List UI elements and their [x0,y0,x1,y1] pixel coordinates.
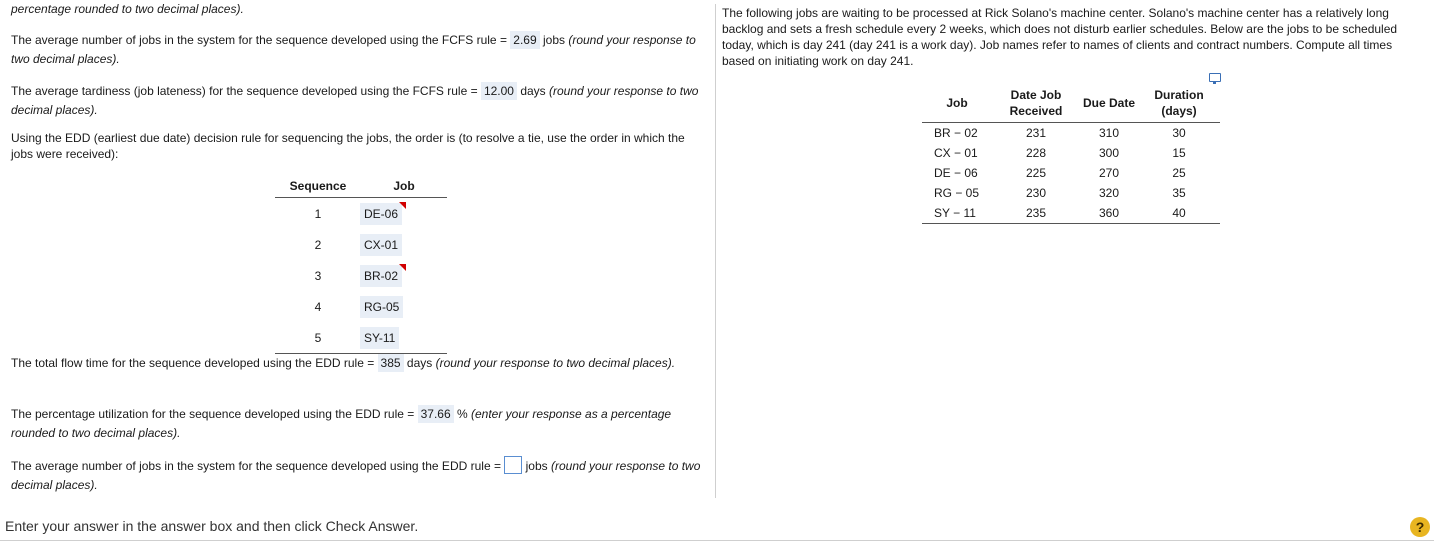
job-name-cell: SY − 11 [922,203,992,224]
job-row [922,183,1220,203]
date-received-cell: 228 [1025,146,1047,160]
instruction-text: Enter your answer in the answer box and then click Check Answer. [5,518,419,534]
due-date-cell: 320 [1098,186,1120,200]
job-row [922,203,1220,224]
jobs-header-received: Date Job Received [992,86,1080,123]
edd-flow-time-question: The total flow time for the sequence developed using the EDD rule = 385 days (round your response to two decimal places). [11,356,676,370]
jobs-header-duration: Duration (days) [1138,86,1220,123]
duration-cell: 40 [1138,203,1220,224]
due-date-cell: 270 [1098,166,1120,180]
edd-avg-jobs-input[interactable] [504,456,522,474]
job-name-cell: DE − 06 [934,166,978,180]
sequence-number: 2 [314,237,322,252]
sequence-job-answer[interactable]: SY-11 [360,327,399,349]
edd-order-question: Using the EDD (earliest due date) decision rule for sequencing the jobs, the order is (to resolve a tie, use the order in which the jobs were received): [11,131,685,161]
date-received-cell: 225 [1025,166,1047,180]
edd-utilization-question: The percentage utilization for the sequence developed using the EDD rule = 37.66 % (enter your response as a percentage rounded to two decimal places). [11,407,672,440]
fcfs-avg-jobs-question: The average number of jobs in the system for the sequence developed using the FCFS rule = 2.69 jobs (round your response to two decimal places). [11,33,696,66]
sequence-header: Sequence [275,175,361,198]
date-received-cell: 231 [1025,126,1047,140]
jobs-header-job: Job [922,86,992,123]
date-received-cell: 230 [1025,186,1047,200]
due-date-cell: 360 [1080,203,1138,224]
job-row [922,123,1220,144]
sequence-row [275,229,447,260]
sequence-number: 3 [314,268,322,283]
edd-utilization-answer: 37.66 [418,405,454,423]
column-divider [715,4,716,498]
sequence-job-answer[interactable]: RG-05 [360,296,403,318]
sequence-number: 1 [314,206,322,221]
duration-cell: 35 [1172,186,1186,200]
duration-cell: 30 [1172,126,1186,140]
job-row [922,143,1220,163]
incorrect-flag-icon [399,202,406,209]
jobs-header-due: Due Date [1080,86,1138,123]
sequence-number: 5 [275,322,361,354]
job-header: Job [361,175,447,198]
fcfs-tardiness-answer: 12.00 [481,82,517,100]
duration-cell: 15 [1172,146,1186,160]
problem-statement: The following jobs are waiting to be processed at Rick Solano's machine center. Solano's machine center has a relatively long backlog and sets a fresh schedule every 2 weeks, which does not disturb earlier schedules. Below are the jobs to be scheduled today, which is day 241 (day 241 is a work day). Job names refer to names of clients and contract numbers. Compute all times based on initiating work on day 241. [722,6,1398,68]
fcfs-avg-jobs-answer: 2.69 [510,31,539,49]
date-received-cell: 235 [992,203,1080,224]
prev-question-tail: percentage rounded to two decimal places). [11,2,244,16]
sequence-row [275,198,447,230]
sequence-table [275,175,447,354]
edd-avg-jobs-question: The average number of jobs in the system for the sequence developed using the EDD rule = jobs (round your response to two decimal places). [11,456,701,495]
sequence-job-answer[interactable]: CX-01 [360,234,402,256]
duration-cell: 25 [1172,166,1186,180]
job-name-cell: CX − 01 [934,146,978,160]
sequence-row [275,322,447,354]
sequence-job-answer[interactable]: BR-02 [360,265,402,287]
copy-icon[interactable] [1209,73,1221,82]
job-row [922,163,1220,183]
due-date-cell: 300 [1098,146,1120,160]
due-date-cell: 310 [1098,126,1120,140]
help-button[interactable]: ? [1410,517,1430,537]
sequence-row [275,291,447,322]
fcfs-tardiness-question: The average tardiness (job lateness) for the sequence developed using the FCFS rule = 12.00 days (round your response to two decimal places). [11,84,699,117]
jobs-table [922,86,1220,224]
incorrect-flag-icon [399,264,406,271]
sequence-job-answer[interactable]: DE-06 [360,203,402,225]
sequence-number: 4 [314,299,322,314]
bottom-divider [0,540,1434,541]
job-name-cell: RG − 05 [934,186,980,200]
job-name-cell: BR − 02 [934,126,978,140]
sequence-row [275,260,447,291]
edd-flow-time-answer: 385 [378,354,404,372]
